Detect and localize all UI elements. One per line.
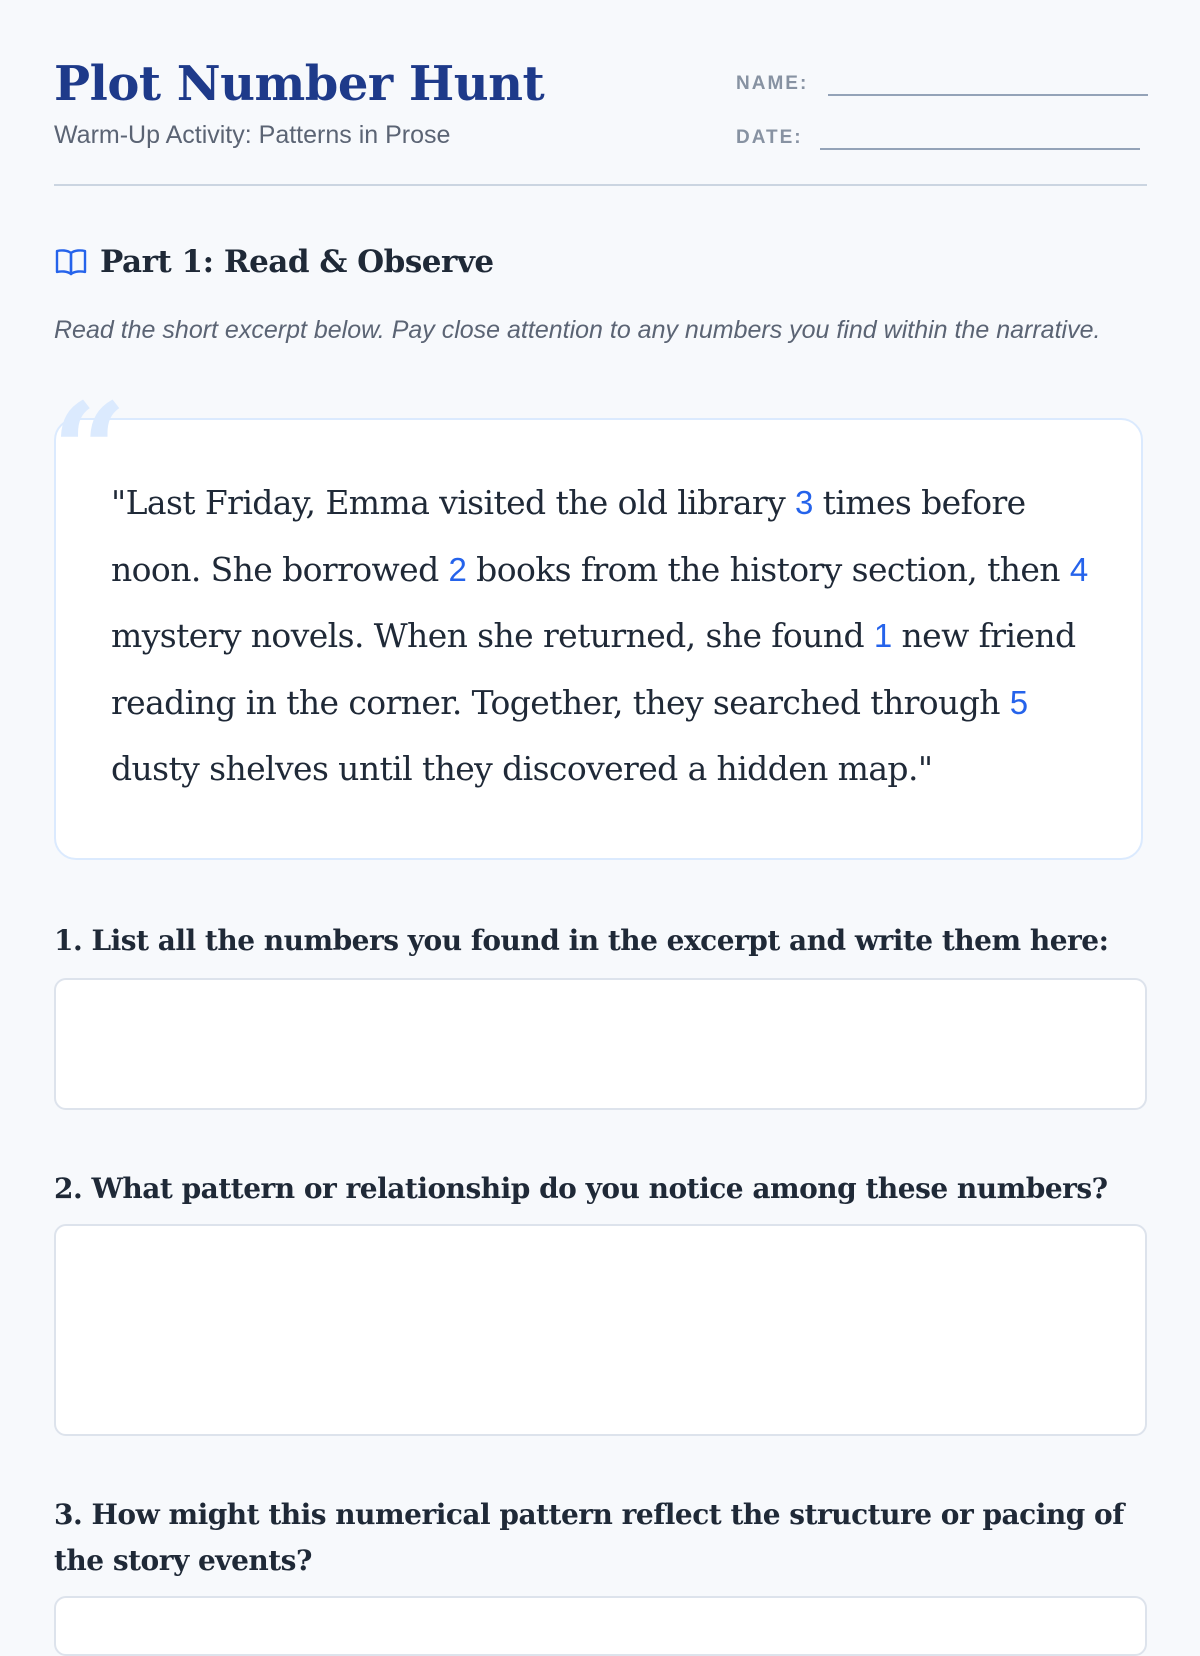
excerpt-card xyxy=(52,374,1143,860)
excerpt-number: 2 xyxy=(448,550,467,588)
excerpt-segment: mystery novels. When she returned, she found xyxy=(111,616,874,655)
date-field-row xyxy=(736,120,1140,150)
question-1-label: 1. List all the numbers you found in the excerpt and write them here: xyxy=(54,924,1109,957)
date-label: DATE: xyxy=(736,127,803,148)
question-1-answer-box[interactable] xyxy=(54,978,1147,1110)
quote-mark-icon: “ xyxy=(52,374,127,527)
section-title: Part 1: Read & Observe xyxy=(100,244,494,280)
question-2-label: 2. What pattern or relationship do you notice among these numbers? xyxy=(54,1172,1108,1205)
excerpt-number: 3 xyxy=(795,484,813,521)
instructions-text: Read the short excerpt below. Pay close attention to any numbers you find within the narrative. xyxy=(54,316,1101,344)
section-heading xyxy=(54,240,494,284)
name-label: NAME: xyxy=(736,73,809,94)
name-field-row xyxy=(736,66,1148,96)
excerpt-segment: dusty shelves until they discovered a hidden map." xyxy=(111,749,933,788)
excerpt-number: 1 xyxy=(873,617,892,654)
excerpt-segment: books from the history section, then xyxy=(466,549,1070,589)
excerpt-segment: "Last Friday, Emma visited the old library xyxy=(111,483,796,522)
question-3-label: 3. How might this numerical pattern reflect the structure or pacing of the story events? xyxy=(54,1498,1124,1577)
excerpt-segment: new friend reading in the corner. Together, they searched through xyxy=(111,616,1076,722)
page-title: Plot Number Hunt xyxy=(54,56,545,112)
date-field[interactable] xyxy=(820,120,1140,150)
question-2-answer-box[interactable] xyxy=(54,1224,1147,1436)
worksheet-header xyxy=(54,52,1147,186)
book-open-icon xyxy=(54,247,88,277)
excerpt-number: 5 xyxy=(1009,683,1028,721)
excerpt-segment: times before noon. She borrowed xyxy=(111,483,1026,589)
worksheet-page xyxy=(54,0,1147,1600)
name-field[interactable] xyxy=(828,66,1148,96)
excerpt-number: 4 xyxy=(1069,550,1088,588)
excerpt-text xyxy=(111,470,1111,803)
page-subtitle: Warm-Up Activity: Patterns in Prose xyxy=(54,121,451,149)
question-3-answer-box[interactable] xyxy=(54,1596,1147,1656)
